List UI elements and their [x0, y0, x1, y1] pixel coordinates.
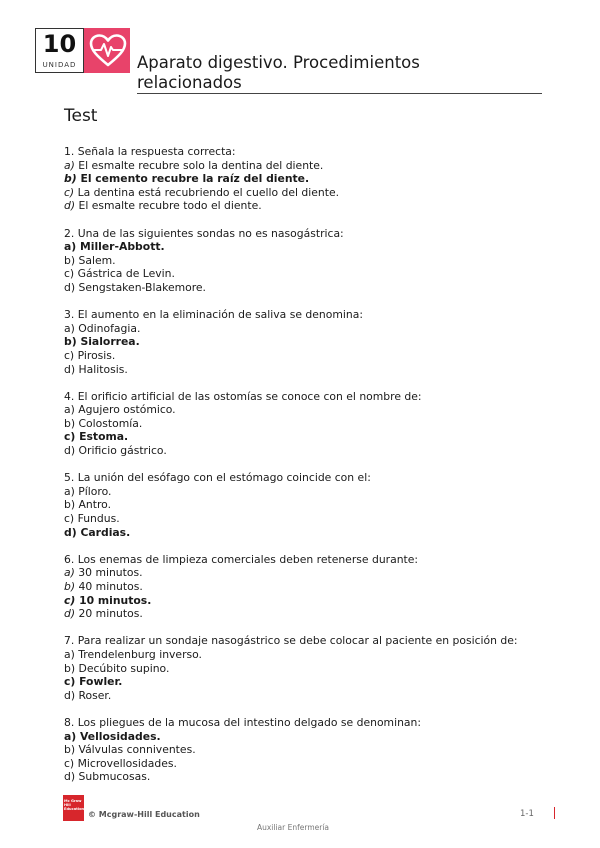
question-prompt: 4. El orificio artificial de las ostomías se conoce con el nombre de:: [64, 389, 422, 403]
answer-option: [64, 648, 544, 662]
option-text: Submucosas.: [78, 770, 151, 784]
option-letter: d): [64, 770, 76, 784]
option-text: 10 minutos.: [79, 593, 152, 607]
question-prompt: 8. Los pliegues de la mucosa del intestino delgado se denominan:: [64, 715, 422, 729]
answer-option: [64, 281, 544, 295]
answer-option-correct: [64, 526, 544, 540]
answer-option: [64, 743, 544, 757]
answer-option: [64, 267, 544, 281]
question-prompt: 2. Una de las siguientes sondas no es nasogástrica:: [64, 226, 344, 240]
option-text: Sengstaken-Blakemore.: [78, 280, 206, 294]
option-text: Píloro.: [78, 484, 112, 498]
answer-option: [64, 580, 544, 594]
answer-option: [64, 186, 544, 200]
option-letter: a): [64, 729, 77, 743]
option-letter: b): [64, 580, 76, 593]
option-letter: d): [64, 688, 76, 702]
answer-option: [64, 363, 544, 377]
option-letter: a): [64, 647, 75, 661]
option-text: Agujero ostómico.: [78, 403, 176, 417]
option-text: Sialorrea.: [80, 335, 140, 349]
unit-label: UNIDAD: [42, 61, 77, 69]
test-heading: Test: [64, 106, 98, 126]
question-8: [64, 716, 544, 784]
option-text: La dentina está recubriendo el cuello del diente.: [77, 185, 340, 199]
option-text: Pirosis.: [77, 348, 116, 362]
question-prompt: 5. La unión del esófago con el estómago coincide con el:: [64, 471, 371, 485]
option-text: Fundus.: [77, 512, 120, 526]
option-text: Halitosis.: [78, 362, 128, 376]
answer-option: [64, 662, 544, 676]
answer-option: [64, 444, 544, 458]
answer-option-correct: [64, 172, 544, 186]
option-letter: a): [64, 484, 75, 498]
option-text: Decúbito supino.: [78, 661, 170, 675]
option-text: El cemento recubre la raíz del diente.: [80, 172, 310, 186]
option-letter: c): [64, 593, 76, 607]
option-text: Gástrica de Levin.: [77, 267, 175, 281]
answer-option: [64, 417, 544, 431]
question-prompt: 6. Los enemas de limpieza comerciales deben retenerse durante:: [64, 552, 419, 566]
option-letter: a): [64, 158, 75, 172]
answer-option: [64, 566, 544, 580]
footer-book-title: Auxiliar Enfermería: [256, 823, 330, 832]
answer-option-correct: [64, 675, 544, 689]
answer-option: [64, 159, 544, 173]
option-letter: b): [64, 498, 76, 512]
option-letter: b): [64, 661, 76, 675]
option-text: 30 minutos.: [78, 566, 143, 580]
option-letter: b): [64, 172, 77, 186]
answer-option: [64, 254, 544, 268]
answer-option-correct: [64, 335, 544, 349]
question-6: [64, 553, 544, 621]
answer-option: [64, 403, 544, 417]
unit-badge: [35, 28, 84, 73]
answer-option: [64, 349, 544, 363]
option-text: 20 minutos.: [78, 607, 143, 621]
option-letter: b): [64, 743, 76, 757]
option-letter: d): [64, 362, 76, 376]
page-number: 1-1: [520, 809, 534, 819]
option-letter: d): [64, 199, 76, 213]
logo-text: Mc Graw Hill Education: [64, 799, 85, 811]
answer-option: [64, 512, 544, 526]
option-letter: d): [64, 525, 77, 539]
unit-number: 10: [42, 30, 77, 58]
answer-option-correct: [64, 430, 544, 444]
title-divider: [137, 93, 542, 94]
answer-option: [64, 322, 544, 336]
question-7: [64, 634, 544, 702]
option-letter: a): [64, 566, 75, 580]
footer-copyright: © Mcgraw-Hill Education: [88, 810, 200, 819]
question-2: [64, 227, 544, 295]
question-4: [64, 390, 544, 458]
option-letter: d): [64, 444, 76, 458]
chapter-title: Aparato digestivo. Procedimientos relacionados: [137, 53, 420, 92]
option-letter: c): [64, 348, 75, 362]
option-letter: c): [64, 430, 76, 444]
option-text: Miller-Abbott.: [80, 240, 165, 254]
question-prompt: 3. El aumento en la eliminación de saliva se denomina:: [64, 308, 363, 322]
page-number-bar: [554, 807, 555, 819]
heart-pulse-icon: [84, 28, 130, 73]
answer-option: [64, 689, 544, 703]
option-text: Antro.: [78, 498, 112, 512]
option-letter: c): [64, 675, 76, 689]
question-list: [64, 145, 544, 798]
option-letter: d): [64, 280, 76, 294]
option-text: Fowler.: [79, 675, 123, 689]
answer-option: [64, 770, 544, 784]
question-prompt: 1. Señala la respuesta correcta:: [64, 145, 236, 158]
answer-option: [64, 485, 544, 499]
option-text: Odinofagia.: [78, 321, 141, 335]
answer-option: [64, 498, 544, 512]
option-letter: b): [64, 335, 77, 349]
option-text: Colostomía.: [78, 416, 143, 430]
option-letter: c): [64, 267, 75, 281]
option-text: Vellosidades.: [80, 729, 161, 743]
option-letter: d): [64, 607, 76, 621]
option-text: Trendelenburg inverso.: [78, 647, 202, 661]
option-text: 40 minutos.: [78, 580, 143, 593]
answer-option-correct: [64, 594, 544, 608]
mcgraw-hill-logo: [63, 795, 84, 821]
option-text: El esmalte recubre todo el diente.: [78, 199, 262, 213]
question-3: [64, 308, 544, 376]
option-letter: b): [64, 253, 76, 267]
option-text: Orificio gástrico.: [78, 444, 167, 458]
option-text: Salem.: [78, 253, 116, 267]
option-letter: c): [64, 512, 75, 526]
question-5: [64, 471, 544, 539]
option-letter: c): [64, 756, 75, 770]
option-text: Roser.: [78, 688, 112, 702]
question-1: [64, 145, 544, 213]
answer-option: [64, 757, 544, 771]
option-text: Válvulas conniventes.: [78, 743, 196, 757]
option-text: El esmalte recubre solo la dentina del diente.: [78, 158, 324, 172]
option-text: Estoma.: [79, 430, 129, 444]
option-letter: a): [64, 321, 75, 335]
option-text: Microvellosidades.: [77, 756, 177, 770]
option-letter: a): [64, 240, 77, 254]
option-text: Cardias.: [80, 525, 131, 539]
option-letter: b): [64, 416, 76, 430]
answer-option-correct: [64, 730, 544, 744]
option-letter: a): [64, 403, 75, 417]
question-prompt: 7. Para realizar un sondaje nasogástrico se debe colocar al paciente en posición de:: [64, 634, 518, 648]
answer-option: [64, 199, 544, 213]
answer-option-correct: [64, 240, 544, 254]
option-letter: c): [64, 185, 75, 199]
answer-option: [64, 607, 544, 621]
